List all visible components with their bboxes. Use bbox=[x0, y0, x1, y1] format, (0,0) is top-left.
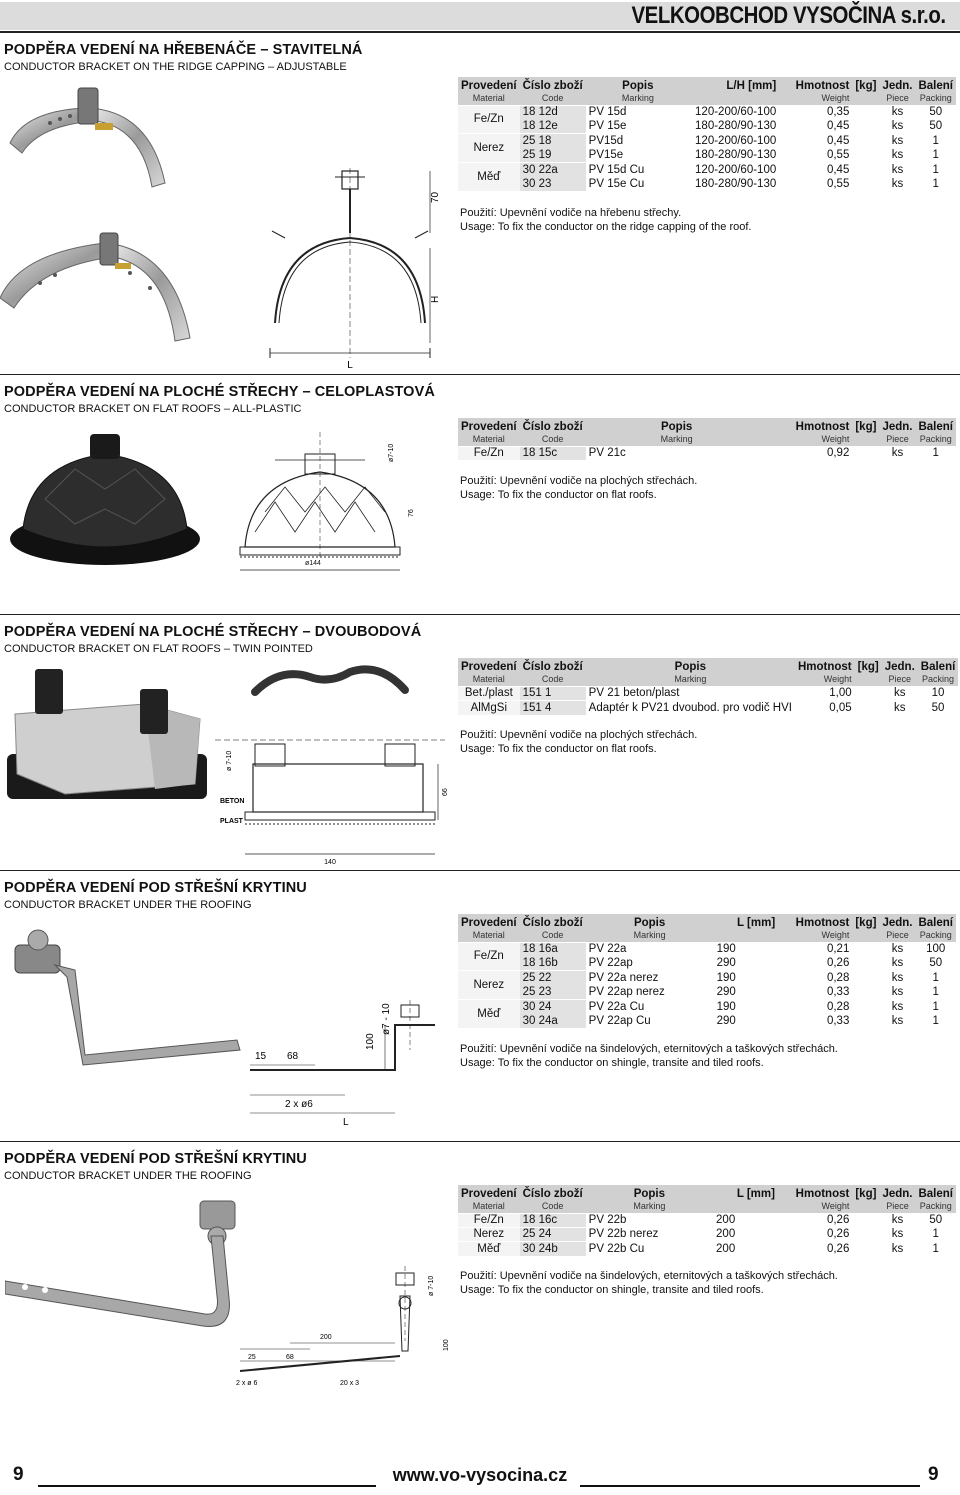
table-row: Fe/Zn 18 16a PV 22a 190 0,21 ks 100 bbox=[458, 942, 956, 956]
dim-diameter: ø7 - 10 bbox=[381, 1003, 392, 1035]
under-roofing-bracket-b-photo bbox=[5, 1196, 250, 1331]
col-provedeni: Provedení bbox=[458, 77, 520, 93]
usage-text bbox=[460, 206, 751, 234]
dim-70: 70 bbox=[430, 191, 441, 203]
col-weight-en: Weight bbox=[779, 93, 852, 105]
dim-h: H bbox=[430, 295, 441, 303]
spec-table: Provedení Číslo zboží Popis Hmotnost [kg] Jedn. Balení Material Code Marking Weight Piece Packing Fe/Zn 18 15c PV 21c 0,92 ks 1 bbox=[458, 418, 956, 460]
ridge-bracket-drawing bbox=[260, 163, 460, 373]
table-row: 30 23 PV 15e Cu 180-280/90-130 0,55 ks 1 bbox=[458, 176, 956, 190]
dim-profile: 20 x 3 bbox=[340, 1380, 360, 1387]
page-number-left: 9 bbox=[13, 1464, 24, 1485]
usage-cz: Použití: Upevnění vodiče na plochých střechách. bbox=[460, 475, 698, 487]
col-lh: L/H [mm] bbox=[690, 77, 779, 93]
dim-diameter: ø 7-10 bbox=[226, 750, 233, 771]
under-roofing-bracket-photo bbox=[5, 925, 245, 1085]
table-row: Měď 30 24b PV 22b Cu 200 0,26 ks 1 bbox=[458, 1242, 956, 1256]
table-row: AlMgSi 151 4 Adaptér k PV21 dvoubod. pro vodič HVI 0,05 ks 50 bbox=[458, 700, 958, 714]
dim-100: 100 bbox=[443, 1339, 450, 1351]
usage-text bbox=[460, 728, 697, 756]
plastic-dome-drawing bbox=[225, 432, 435, 577]
col-material-en: Material bbox=[458, 93, 520, 105]
table-row: 25 23 PV 22ap nerez 290 0,33 ks 1 bbox=[458, 985, 956, 999]
usage-cz: Použití: Upevnění vodiče na hřebenu střechy. bbox=[460, 207, 682, 219]
section-title: PODPĚRA VEDENÍ NA HŘEBENÁČE – STAVITELNÁ bbox=[4, 42, 363, 58]
table-row: Fe/Zn 18 16c PV 22b 200 0,26 ks 50 bbox=[458, 1213, 956, 1227]
usage-en: Usage: To fix the conductor on flat roofs. bbox=[460, 489, 657, 501]
usage-en: Usage: To fix the conductor on shingle, transite and tiled roofs. bbox=[460, 1284, 764, 1296]
col-jedn: Jedn. bbox=[879, 77, 915, 93]
col-cislo: Číslo zboží bbox=[520, 77, 586, 93]
dim-l: L bbox=[347, 360, 353, 371]
twin-bracket-drawing bbox=[215, 726, 455, 866]
section-flat-roof-twin bbox=[0, 614, 960, 870]
dim-200: 200 bbox=[320, 1334, 332, 1341]
table-row: 25 19 PV15e 180-280/90-130 0,55 ks 1 bbox=[458, 148, 956, 162]
dim-25: 25 bbox=[248, 1354, 256, 1361]
section-subtitle: CONDUCTOR BRACKET ON FLAT ROOFS – ALL-PLASTIC bbox=[4, 403, 302, 415]
section-title: PODPĚRA VEDENÍ POD STŘEŠNÍ KRYTINU bbox=[4, 880, 307, 896]
usage-text bbox=[460, 1269, 838, 1297]
dim-15: 15 bbox=[255, 1051, 267, 1062]
col-kg: [kg] bbox=[852, 77, 879, 93]
table-row: Měď 30 24 PV 22a Cu 190 0,28 ks 1 bbox=[458, 999, 956, 1013]
label-plast: PLAST bbox=[220, 818, 243, 825]
table-row: Nerez 25 22 PV 22a nerez 190 0,28 ks 1 bbox=[458, 971, 956, 985]
section-title: PODPĚRA VEDENÍ NA PLOCHÉ STŘECHY – CELOPLASTOVÁ bbox=[4, 384, 435, 400]
table-row: Bet./plast 151 1 PV 21 beton/plast 1,00 ks 10 bbox=[458, 686, 958, 700]
dim-l: L bbox=[343, 1117, 349, 1128]
section-flat-roof-plastic bbox=[0, 374, 960, 614]
dim-height: 76 bbox=[408, 509, 415, 517]
footer-url[interactable]: www.vo-vysocina.cz bbox=[392, 1465, 568, 1485]
usage-en: Usage: To fix the conductor on flat roofs. bbox=[460, 743, 657, 755]
section-under-roofing-b bbox=[0, 1141, 960, 1453]
dim-holes: 2 x ø 6 bbox=[236, 1380, 258, 1387]
dim-width: ø144 bbox=[305, 560, 321, 567]
section-divider bbox=[0, 1141, 960, 1142]
col-marking-en: Marking bbox=[586, 93, 690, 105]
col-piece-en: Piece bbox=[879, 93, 915, 105]
usage-text bbox=[460, 1042, 838, 1070]
usage-cz: Použití: Upevnění vodiče na šindelových, eternitových a taškových střechách. bbox=[460, 1270, 838, 1282]
footer bbox=[0, 1456, 960, 1495]
table-row: 18 16b PV 22ap 290 0,26 ks 50 bbox=[458, 956, 956, 970]
col-packing-en: Packing bbox=[915, 93, 956, 105]
spec-table: Provedení Číslo zboží Popis L [mm] Hmotnost [kg] Jedn. Balení Material Code Marking Weight Piece Packing Fe/Zn 18 16a PV 22a 190 0,21 ks 100 18 16b PV 22ap 290 0,26 ks 50 Nerez 25 22 PV 22a nerez 190 0,28 ks 1 25 23 PV 22ap nerez 290 0,33 ks 1 Měď 30 24 PV 22a Cu 190 0,28 ks 1 30 24a PV 22ap Cu 290 0,33 ks 1 bbox=[458, 914, 956, 1028]
section-under-roofing-a bbox=[0, 870, 960, 1141]
concrete-block-photo bbox=[5, 664, 215, 809]
section-subtitle: CONDUCTOR BRACKET ON FLAT ROOFS – TWIN POINTED bbox=[4, 643, 313, 655]
dim-diameter: ø 7-10 bbox=[428, 1275, 435, 1296]
label-beton: BETON bbox=[220, 798, 245, 805]
dim-diameter: ø7-10 bbox=[388, 443, 395, 462]
usage-en: Usage: To fix the conductor on the ridge capping of the roof. bbox=[460, 221, 752, 233]
dim-width: 140 bbox=[324, 859, 336, 866]
usage-cz: Použití: Upevnění vodiče na šindelových, eternitových a taškových střechách. bbox=[460, 1043, 838, 1055]
section-title: PODPĚRA VEDENÍ POD STŘEŠNÍ KRYTINU bbox=[4, 1151, 307, 1167]
section-divider bbox=[0, 374, 960, 375]
usage-text bbox=[460, 474, 697, 502]
section-title: PODPĚRA VEDENÍ NA PLOCHÉ STŘECHY – DVOUBODOVÁ bbox=[4, 624, 422, 640]
usage-cz: Použití: Upevnění vodiče na plochých střechách. bbox=[460, 729, 698, 741]
spec-table: Provedení Číslo zboží Popis Hmotnost [kg] Jedn. Balení Material Code Marking Weight Piece Packing Bet./plast 151 1 PV 21 beton/plast 1,00 ks 10 AlMgSi 151 4 Adaptér k PV21 dvoubod. pro vodič HVI 0,05 ks 50 bbox=[458, 658, 958, 715]
dim-68: 68 bbox=[287, 1051, 299, 1062]
section-subtitle: CONDUCTOR BRACKET UNDER THE ROOFING bbox=[4, 899, 252, 911]
plastic-dome-photo bbox=[5, 429, 205, 569]
section-ridge-bracket bbox=[0, 33, 960, 369]
section-divider bbox=[0, 614, 960, 615]
section-divider bbox=[0, 870, 960, 871]
spec-table: Provedení Číslo zboží Popis L [mm] Hmotnost [kg] Jedn. Balení Material Code Marking Weight Piece Packing Fe/Zn 18 16c PV 22b 200 0,26 ks 50 Nerez 25 24 PV 22b nerez 200 0,26 ks 1 Měď 30 24b PV 22b Cu 200 0,26 ks 1 bbox=[458, 1185, 956, 1256]
table-row: 18 12e PV 15e 180-280/90-130 0,45 ks 50 bbox=[458, 119, 956, 133]
ridge-bracket-photo bbox=[0, 83, 240, 353]
dim-height: 66 bbox=[442, 788, 449, 796]
material-cell: Fe/Zn bbox=[458, 105, 520, 134]
table-row: 30 24a PV 22ap Cu 290 0,33 ks 1 bbox=[458, 1013, 956, 1027]
adapter-photo bbox=[250, 662, 410, 702]
section-subtitle: CONDUCTOR BRACKET UNDER THE ROOFING bbox=[4, 1170, 252, 1182]
col-baleni: Balení bbox=[915, 77, 956, 93]
brand-bar bbox=[0, 2, 960, 30]
dim-100: 100 bbox=[365, 1033, 376, 1050]
table-row: Fe/Zn 18 12d PV 15d 120-200/60-100 0,35 ks 50 bbox=[458, 105, 956, 119]
page-number-right: 9 bbox=[928, 1464, 939, 1485]
brand-name: VELKOOBCHOD VYSOČINA s.r.o. bbox=[631, 2, 946, 29]
col-code-en: Code bbox=[520, 93, 586, 105]
table-row: Nerez 25 18 PV15d 120-200/60-100 0,45 ks 1 bbox=[458, 134, 956, 148]
dim-holes: 2 x ø6 bbox=[285, 1099, 313, 1110]
col-popis: Popis bbox=[586, 77, 690, 93]
spec-table bbox=[458, 77, 956, 191]
table-row: Fe/Zn 18 15c PV 21c 0,92 ks 1 bbox=[458, 446, 956, 460]
under-roofing-bracket-drawing bbox=[245, 995, 460, 1140]
col-hmotnost: Hmotnost bbox=[779, 77, 852, 93]
footer-rule-right bbox=[580, 1485, 920, 1487]
material-cell: Měď bbox=[458, 162, 520, 191]
under-roofing-bracket-b-drawing bbox=[230, 1261, 460, 1391]
table-row: Nerez 25 24 PV 22b nerez 200 0,26 ks 1 bbox=[458, 1227, 956, 1241]
usage-en: Usage: To fix the conductor on shingle, transite and tiled roofs. bbox=[460, 1057, 764, 1069]
section-subtitle: CONDUCTOR BRACKET ON THE RIDGE CAPPING – ADJUSTABLE bbox=[4, 61, 347, 73]
material-cell: Nerez bbox=[458, 134, 520, 163]
dim-68: 68 bbox=[286, 1354, 294, 1361]
table-row: Měď 30 22a PV 15d Cu 120-200/60-100 0,45 ks 1 bbox=[458, 162, 956, 176]
